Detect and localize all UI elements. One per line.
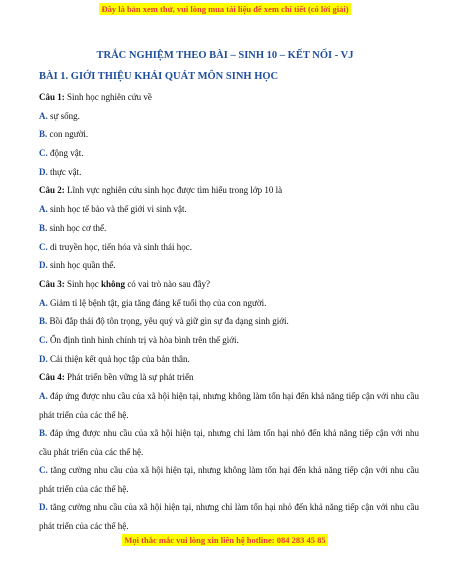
question-label: Câu 2: [39,185,65,196]
option-item [39,331,419,350]
option-text: động vật. [47,148,84,159]
question-text: Sinh học nghiên cứu về [64,92,152,102]
option-item [39,294,419,313]
option-item [39,498,419,535]
option-text: sinh học tế bào và thế giới vi sinh vật. [47,204,187,215]
option-item [39,424,419,461]
option-item [39,312,419,331]
question-text: Lĩnh vực nghiên cứu sinh học được tìm hiểu trong lớp 10 là [64,185,283,196]
question-text: Sinh học [64,278,102,289]
option-text: sinh học quần thể. [47,260,116,271]
option-letter: A. [39,110,48,121]
option-item [39,387,419,424]
option-text: đáp ứng được nhu cầu của xã hội hiện tại, nhưng chỉ làm tổn hại nhỏ đến khả năng tiếp cận với nhu cầu phát triển của các thế hệ. [39,428,419,457]
option-item [39,144,419,163]
option-text: Cải thiện kết quả học tập của bản thân. [47,353,190,364]
option-text: Giảm tỉ lệ bệnh tật, gia tăng đáng kể tuổi thọ của con người. [47,297,267,308]
option-text: Bồi đắp thái độ tôn trọng, yêu quý và giữ gìn sự đa dạng sinh giới. [47,316,289,327]
option-text: thực vật. [47,166,82,177]
question-emphasis: không [101,278,126,289]
option-item [39,461,419,498]
question-2-stem [39,181,419,200]
question-4-stem [39,368,419,387]
option-item [39,125,419,144]
option-text: tăng cường nhu cầu của xã hội hiện tại, nhưng không làm tổn hại đến khả năng tiếp cận với nhu cầu phát triển của các thế hệ. [39,465,419,494]
option-text: sự sống. [47,110,80,121]
option-item [39,256,419,275]
question-3-stem [39,275,419,294]
option-letter: A. [39,391,48,401]
option-letter: B. [39,129,48,140]
option-text: Ổn định tình hình chính trị và hòa bình trên thế giới. [47,334,239,345]
option-text: sinh học cơ thể. [47,222,107,233]
question-text: Phát triển bền vững là sự phát triển [64,372,194,383]
option-letter: D. [39,166,48,177]
option-letter: C. [39,148,48,159]
question-list [39,88,419,535]
option-item [39,219,419,238]
option-letter: B. [39,316,48,327]
hotline-text: Mọi thắc mắc vui lòng xin liên hệ hotline: 084 283 45 85 [124,535,326,545]
option-letter: D. [39,260,48,271]
question-1-stem [39,88,419,107]
option-letter: D. [39,353,48,364]
question-text: có vai trò nào sau đây? [125,278,211,289]
question-label: Câu 4: [39,372,65,383]
question-label: Câu 3: [39,278,65,289]
option-text: di truyền học, tiến hóa và sinh thái học. [47,241,192,252]
question-label: Câu 1: [39,92,65,102]
preview-notice-banner [0,4,450,14]
option-text: đáp ứng được nhu cầu của xã hội hiện tại, nhưng không làm tổn hại đến khả năng tiếp cận với nhu cầu phát triển của các thế hệ. [39,391,419,420]
option-letter: A. [39,297,48,308]
option-text: con người. [47,129,89,140]
option-item [39,350,419,369]
option-item [39,238,419,257]
option-letter: A. [39,204,48,215]
option-letter: B. [39,222,48,233]
option-item [39,107,419,126]
option-item [39,200,419,219]
option-letter: D. [39,502,48,512]
preview-notice-text: Đây là bản xem thử, vui lòng mua tài liệu để xem chi tiết (có lời giải) [101,4,349,14]
option-letter: C. [39,241,48,252]
option-letter: C. [39,465,48,475]
option-letter: B. [39,428,48,438]
hotline-banner [0,535,450,545]
lesson-heading: BÀI 1. GIỚI THIỆU KHÁI QUÁT MÔN SINH HỌC [39,71,279,82]
document-title: TRẮC NGHIỆM THEO BÀI – SINH 10 – KẾT NỐI - VJ [96,50,354,61]
option-item [39,163,419,182]
option-text: tăng cường nhu cầu của xã hội hiện tại, nhưng chỉ làm tổn hại nhỏ đến khả năng tiếp cận với nhu cầu phát triển của các thế hệ. [39,502,419,531]
option-letter: C. [39,334,48,345]
